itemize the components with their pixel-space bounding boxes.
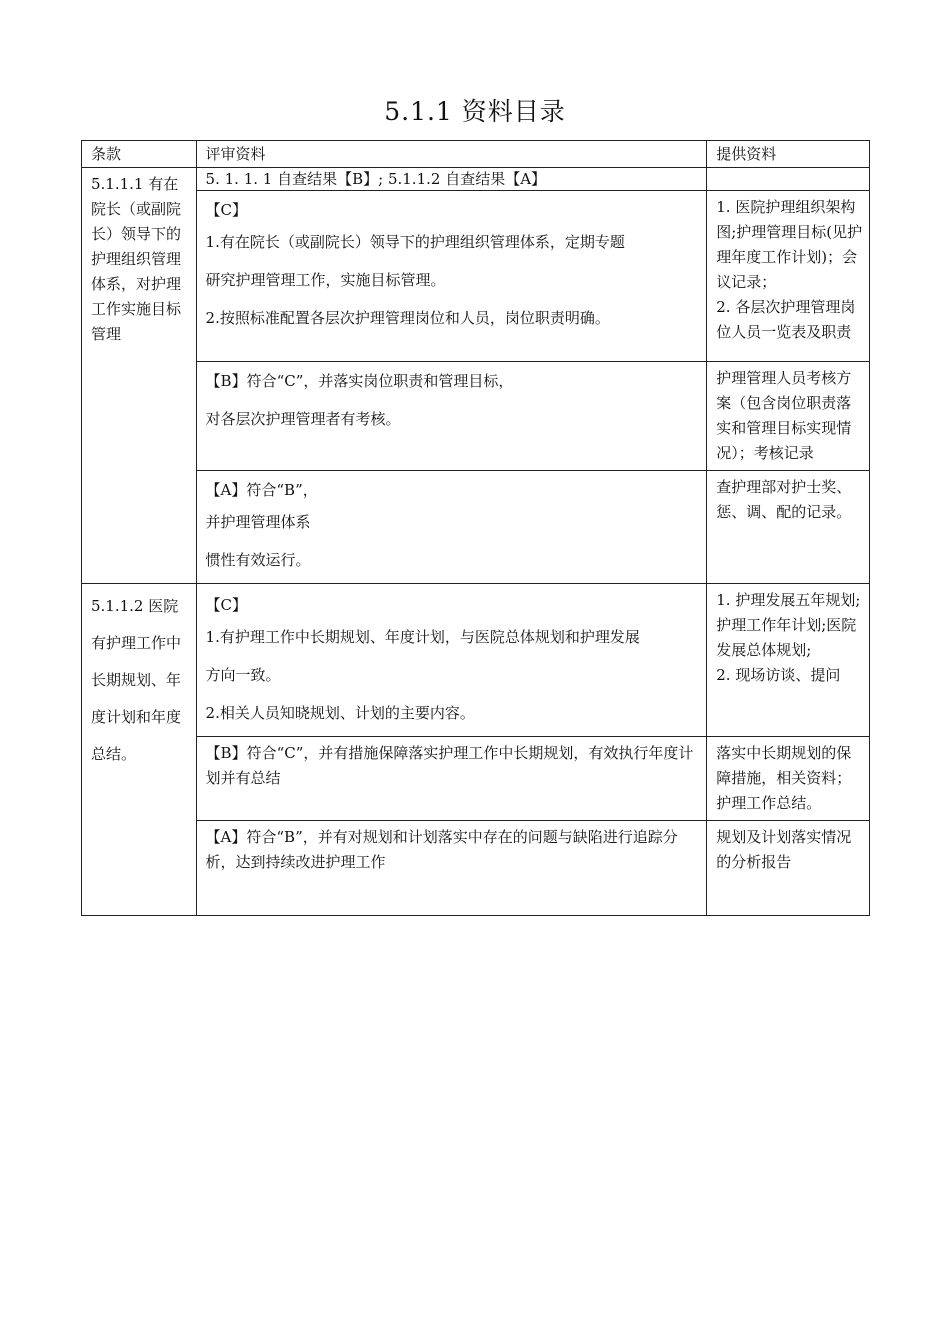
level-a-cell bbox=[196, 471, 707, 584]
page-title: 5.1.1 资料目录 bbox=[384, 97, 566, 126]
level-c-title: 【C】 bbox=[205, 596, 248, 614]
document-table bbox=[81, 140, 870, 916]
level-a-line: 惯性有效运行。 bbox=[205, 551, 311, 569]
table-row bbox=[82, 168, 870, 191]
level-c-line: 方向一致。 bbox=[205, 666, 281, 684]
self-check-summary: 5. 1. 1. 1 自查结果【B】; 5.1.1.2 自查结果【A】 bbox=[196, 168, 707, 191]
level-c-line: 2.按照标准配置各层次护理管理岗位和人员，岗位职责明确。 bbox=[205, 309, 610, 327]
table-row bbox=[82, 821, 870, 916]
level-a-text: 【A】符合“B”，并有对规划和计划落实中存在的问题与缺陷进行追踪分析，达到持续改进护理工作 bbox=[196, 821, 707, 916]
level-b-text: 【B】符合“C”，并有措施保障落实护理工作中长期规划，有效执行年度计划并有总结 bbox=[196, 737, 707, 821]
clause-5-1-1-2: 5.1.1.2 医院有护理工作中长期规划、年度计划和年度总结。 bbox=[82, 584, 197, 916]
level-b-cell bbox=[196, 362, 707, 471]
table-row bbox=[82, 737, 870, 821]
level-b-provide: 落实中长期规划的保障措施，相关资料；护理工作总结。 bbox=[707, 737, 870, 821]
table-row bbox=[82, 584, 870, 737]
level-c-provide: 1. 护理发展五年规划;护理工作年计划;医院发展总体规划; 2. 现场访谈、提问 bbox=[707, 584, 870, 737]
header-clause: 条款 bbox=[82, 141, 197, 168]
level-c-line: 1.有在院长（或副院长）领导下的护理组织管理体系，定期专题 bbox=[205, 233, 625, 251]
level-a-provide: 规划及计划落实情况的分析报告 bbox=[707, 821, 870, 916]
level-c-cell bbox=[196, 191, 707, 362]
header-provide: 提供资料 bbox=[707, 141, 870, 168]
summary-provide-cell bbox=[707, 168, 870, 191]
header-review: 评审资料 bbox=[196, 141, 707, 168]
level-c-cell bbox=[196, 584, 707, 737]
level-a-line: 【A】符合“B”， bbox=[205, 481, 318, 499]
level-c-line: 2.相关人员知晓规划、计划的主要内容。 bbox=[205, 704, 475, 722]
clause-5-1-1-1: 5.1.1.1 有在院长（或副院长）领导下的护理组织管理体系，对护理工作实施目标管理 bbox=[82, 168, 197, 584]
level-a-line: 并护理管理体系 bbox=[205, 513, 311, 531]
level-b-line: 对各层次护理管理者有考核。 bbox=[205, 410, 401, 428]
level-c-line: 1.有护理工作中长期规划、年度计划，与医院总体规划和护理发展 bbox=[205, 628, 640, 646]
level-b-line: 【B】符合“C”，并落实岗位职责和管理目标， bbox=[205, 372, 514, 390]
table-header-row bbox=[82, 141, 870, 168]
table-row bbox=[82, 362, 870, 471]
table-row bbox=[82, 191, 870, 362]
level-c-line: 研究护理管理工作，实施目标管理。 bbox=[205, 271, 446, 289]
table-row bbox=[82, 471, 870, 584]
level-c-title: 【C】 bbox=[205, 201, 248, 219]
level-b-provide: 护理管理人员考核方案（包含岗位职责落实和管理目标实现情况）；考核记录 bbox=[707, 362, 870, 471]
level-a-provide: 查护理部对护士奖、惩、调、配的记录。 bbox=[707, 471, 870, 584]
level-c-provide: 1. 医院护理组织架构图;护理管理目标(见护理年度工作计划)；会议记录； 2. 各层次护理管理岗位人员一览表及职责 bbox=[707, 191, 870, 362]
